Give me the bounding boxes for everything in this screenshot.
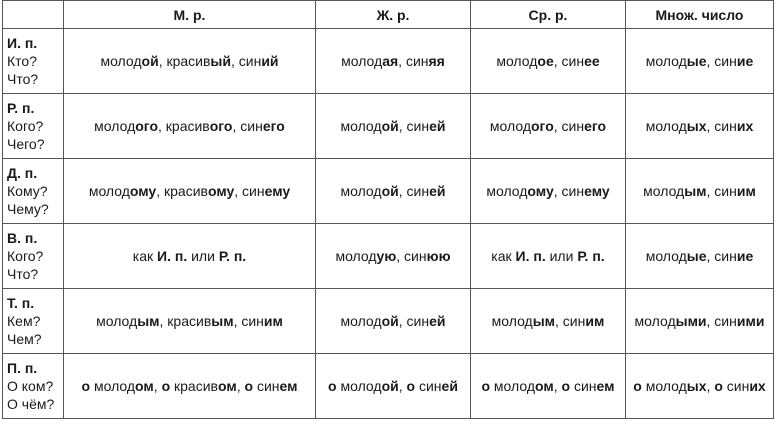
ending-highlight: ого (531, 118, 554, 134)
ending-highlight: о (406, 378, 416, 394)
table-row-dative (3, 159, 774, 224)
case-question: Чего? (7, 136, 45, 152)
header-corner-cell (3, 1, 64, 29)
word-stem: молод (341, 53, 383, 69)
word-stem: , син (706, 248, 737, 264)
cell-feminine (316, 29, 471, 94)
word-stem: молод (88, 183, 130, 199)
word-stem: , син (396, 248, 427, 264)
cell-plural (626, 94, 774, 159)
case-header-cell (3, 94, 64, 159)
word-stem: , красив (158, 118, 210, 134)
ending-highlight: ий (261, 53, 279, 69)
word-stem: син (570, 378, 597, 394)
ending-highlight: ый (210, 53, 231, 69)
word-stem: молод (100, 53, 142, 69)
ending-highlight: ей (429, 313, 446, 329)
ending-highlight: ими (736, 313, 765, 329)
cell-neuter (471, 354, 626, 419)
word-stem: молод (90, 378, 136, 394)
word-stem: молод (490, 378, 536, 394)
word-stem: , син (706, 53, 737, 69)
case-header-cell (3, 29, 64, 94)
ending-highlight: о (161, 378, 171, 394)
word-stem: молод (340, 118, 382, 134)
word-stem: молод (340, 183, 382, 199)
case-question: Кого? (7, 248, 44, 264)
ending-highlight: ей (429, 118, 446, 134)
ending-highlight: юю (426, 248, 451, 264)
ending-highlight: ые (686, 53, 707, 69)
case-label: Р. п. (7, 100, 35, 116)
cell-masculine (64, 354, 316, 419)
word-stem: , син (230, 53, 262, 69)
ending-highlight: его (584, 118, 607, 134)
word-stem: , син (398, 183, 430, 199)
word-stem: син (415, 378, 442, 394)
case-question: Кому? (7, 183, 48, 199)
ending-highlight: ему (264, 183, 291, 199)
word-stem: молод (634, 313, 676, 329)
word-stem: , красив (159, 313, 212, 329)
word-stem: молод (496, 53, 538, 69)
ending-highlight: И. п. (515, 248, 546, 264)
ending-highlight: ему (584, 183, 610, 199)
cell-neuter (471, 159, 626, 224)
ending-highlight: их (736, 118, 754, 134)
word-stem: молод (96, 313, 138, 329)
cell-feminine (316, 224, 471, 289)
table-row-prepositional (3, 354, 774, 419)
case-question: Что? (7, 71, 39, 87)
case-label: И. п. (7, 35, 38, 51)
cell-feminine (316, 94, 471, 159)
cell-plural (626, 159, 774, 224)
header-feminine: Ж. р. (316, 1, 471, 29)
ending-highlight: о (561, 378, 571, 394)
cell-neuter (471, 29, 626, 94)
word-stem: молод (645, 53, 687, 69)
ending-highlight: ой (141, 53, 159, 69)
header-plural: Множ. число (626, 1, 774, 29)
word-stem: молод (489, 118, 531, 134)
ending-highlight: ого (135, 118, 158, 134)
cell-plural (626, 354, 774, 419)
ending-highlight: ому (129, 183, 157, 199)
case-question: О ком? (7, 378, 54, 394)
cell-masculine (64, 159, 316, 224)
word-stem: красив (170, 378, 218, 394)
cell-neuter (471, 289, 626, 354)
ending-highlight: И. п. (157, 248, 188, 264)
word-stem: молод (645, 118, 687, 134)
word-stem: , (553, 378, 562, 394)
case-question: Кем? (7, 313, 41, 329)
cell-feminine (316, 354, 471, 419)
ending-highlight: Р. п. (218, 248, 247, 264)
ending-highlight: им (585, 313, 605, 329)
ending-highlight: ей (441, 378, 458, 394)
ending-highlight: ом (135, 378, 154, 394)
word-stem: , син (398, 313, 430, 329)
ending-highlight: ие (736, 53, 754, 69)
word-stem: син (253, 378, 280, 394)
word-stem: как (491, 248, 516, 264)
case-question: Кого? (7, 118, 44, 134)
cell-masculine (64, 29, 316, 94)
word-stem: , син (555, 313, 586, 329)
ending-highlight: ых (686, 118, 707, 134)
ending-highlight: яя (428, 53, 445, 69)
ending-highlight: о (714, 378, 723, 394)
word-stem: как (132, 248, 158, 264)
case-question: Кто? (7, 53, 37, 69)
word-stem: , син (553, 183, 585, 199)
cell-neuter (471, 224, 626, 289)
ending-highlight: ой (381, 118, 399, 134)
word-stem: или (545, 248, 578, 264)
word-stem: , син (553, 118, 585, 134)
ending-highlight: ую (376, 248, 397, 264)
case-header-cell (3, 354, 64, 419)
cell-masculine (64, 94, 316, 159)
ending-highlight: ым (684, 183, 707, 199)
cell-plural (626, 224, 774, 289)
case-label: Т. п. (7, 295, 35, 311)
table-row-accusative (3, 224, 774, 289)
word-stem: молод (340, 313, 382, 329)
case-question: Чем? (7, 331, 42, 347)
ending-highlight: о (244, 378, 254, 394)
ending-highlight: ое (537, 53, 554, 69)
word-stem: , син (706, 183, 737, 199)
cell-masculine (64, 289, 316, 354)
ending-highlight: ым (532, 313, 556, 329)
ending-highlight: ой (381, 378, 399, 394)
cell-feminine (316, 289, 471, 354)
word-stem: , (236, 378, 245, 394)
header-neuter: Ср. р. (471, 1, 626, 29)
word-stem: , (706, 378, 715, 394)
ending-highlight: ом (535, 378, 554, 394)
cell-masculine (64, 224, 316, 289)
ending-highlight: ей (429, 183, 446, 199)
ending-highlight: ого (209, 118, 233, 134)
header-masculine: М. р. (64, 1, 316, 29)
table-row-nominative (3, 29, 774, 94)
word-stem: , син (234, 183, 265, 199)
ending-highlight: ых (686, 378, 707, 394)
word-stem: син (722, 378, 750, 394)
case-header-cell (3, 224, 64, 289)
ending-highlight: о (81, 378, 91, 394)
ending-highlight: их (749, 378, 766, 394)
table-header (3, 1, 774, 29)
word-stem: молод (641, 378, 687, 394)
ending-highlight: о (481, 378, 491, 394)
ending-highlight: ее (584, 53, 600, 69)
ending-highlight: ым (211, 313, 234, 329)
word-stem: молод (336, 378, 382, 394)
ending-highlight: ому (527, 183, 554, 199)
word-stem: , син (706, 118, 737, 134)
case-label: П. п. (7, 360, 38, 376)
ending-highlight: ой (381, 313, 399, 329)
case-question: О чём? (7, 396, 55, 412)
case-header-cell (3, 289, 64, 354)
ending-highlight: им (736, 183, 756, 199)
ending-highlight: ым (137, 313, 160, 329)
cell-neuter (471, 94, 626, 159)
ending-highlight: о (328, 378, 337, 394)
case-label: Д. п. (7, 165, 38, 181)
word-stem: , син (553, 53, 585, 69)
ending-highlight: ые (686, 248, 707, 264)
header-row (3, 1, 774, 29)
ending-highlight: ем (279, 378, 298, 394)
ending-highlight: о (633, 378, 642, 394)
case-label: В. п. (7, 230, 38, 246)
ending-highlight: ом (217, 378, 237, 394)
word-stem: или (187, 248, 219, 264)
cell-feminine (316, 159, 471, 224)
word-stem: , (153, 378, 162, 394)
ending-highlight: им (263, 313, 283, 329)
ending-highlight: ие (736, 248, 754, 264)
ending-highlight: ем (596, 378, 615, 394)
word-stem: молод (645, 248, 687, 264)
cell-plural (626, 289, 774, 354)
word-stem: , син (706, 313, 737, 329)
case-header-cell (3, 159, 64, 224)
case-question: Чему? (7, 201, 49, 217)
word-stem: , (398, 378, 407, 394)
word-stem: молод (486, 183, 528, 199)
word-stem: молод (491, 313, 533, 329)
ending-highlight: ому (207, 183, 235, 199)
ending-highlight: ой (381, 183, 399, 199)
word-stem: , красив (158, 53, 211, 69)
word-stem: молод (335, 248, 377, 264)
ending-highlight: Р. п. (577, 248, 605, 264)
word-stem: , син (232, 118, 263, 134)
word-stem: молод (643, 183, 685, 199)
word-stem: , красив (156, 183, 208, 199)
ending-highlight: его (262, 118, 285, 134)
case-question: Что? (7, 266, 39, 282)
table-row-instrumental (3, 289, 774, 354)
cell-plural (626, 29, 774, 94)
ending-highlight: ая (382, 53, 399, 69)
table-row-genitive (3, 94, 774, 159)
declension-table (2, 0, 774, 419)
word-stem: , син (398, 53, 429, 69)
table-body (3, 29, 774, 419)
word-stem: молод (94, 118, 136, 134)
word-stem: , син (233, 313, 264, 329)
ending-highlight: ыми (675, 313, 707, 329)
word-stem: , син (398, 118, 430, 134)
